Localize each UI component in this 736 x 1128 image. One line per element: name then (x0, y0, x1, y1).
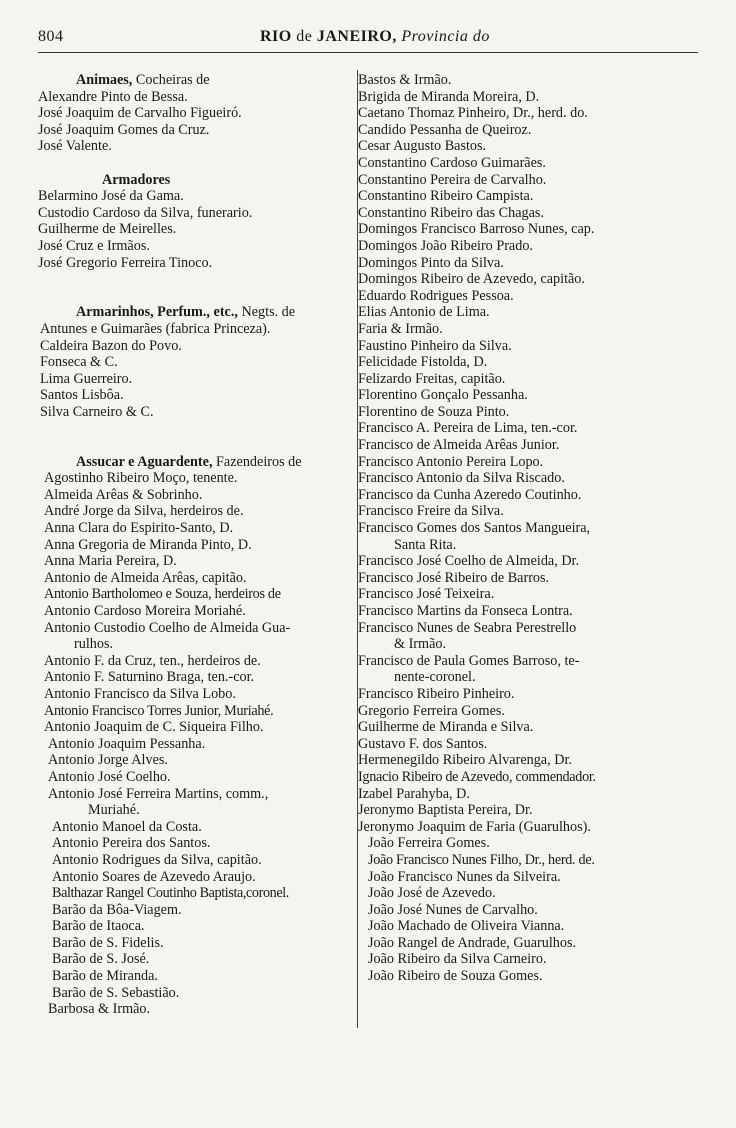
list-item: Gustavo F. dos Santos. (358, 735, 488, 752)
list-item: Gregorio Ferreira Gomes. (358, 702, 505, 719)
list-item: Belarmino José da Gama. (38, 188, 184, 205)
list-item: Caldeira Bazon do Povo. (40, 337, 182, 354)
list-item: Francisco de Almeida Arêas Junior. (358, 437, 560, 454)
heading-tail: Negts. de (241, 304, 296, 321)
list-item-continuation: Muriahé. (88, 802, 140, 819)
spacer (38, 271, 356, 288)
list-item: José Valente. (38, 138, 112, 155)
list-item: Antonio de Almeida Arêas, capitão. (44, 569, 247, 586)
list-item: Antonio Jorge Alves. (48, 752, 168, 769)
list-item: Lima Guerreiro. (40, 370, 133, 387)
list-item: João Ribeiro da Silva Carneiro. (368, 951, 547, 968)
list-item: Francisco Ribeiro Pinheiro. (358, 685, 515, 702)
list-item: Antonio Pereira dos Santos. (52, 835, 211, 852)
list-item: Izabel Parahyba, D. (358, 785, 470, 802)
list-item: José Cruz e Irmãos. (38, 237, 150, 254)
title-rio: RIO (260, 28, 292, 45)
list-item: Anna Maria Pereira, D. (44, 553, 177, 570)
list-item: Jeronymo Joaquim de Faria (Guarulhos). (358, 818, 591, 835)
list-item: Silva Carneiro & C. (40, 403, 154, 420)
list-item: Barão de Itaoca. (52, 918, 145, 935)
list-item: Antonio José Ferreira Martins, comm., (48, 785, 269, 802)
list-item: Felizardo Freitas, capitão. (358, 370, 506, 387)
list-item: Antonio Bartholomeo e Souza, herdeiros de (44, 586, 281, 603)
list-item: Antonio F. da Cruz, ten., herdeiros de. (44, 652, 261, 669)
list-item: Balthazar Rangel Coutinho Baptista,coronel. (52, 885, 289, 902)
list-item: Faria & Irmão. (358, 320, 443, 337)
section-heading-armarinhos (38, 304, 356, 321)
list-item: Faustino Pinheiro da Silva. (358, 337, 512, 354)
list-item: Antonio F. Saturnino Braga, ten.-cor. (44, 669, 255, 686)
left-column (38, 72, 356, 1018)
list-item: Antunes e Guimarães (fabrica Princeza). (40, 320, 271, 337)
list-item: Anna Clara do Espirito-Santo, D. (44, 520, 234, 537)
list-item: Brigida de Miranda Moreira, D. (358, 88, 540, 105)
list-item: Francisco Antonio Pereira Lopo. (358, 453, 544, 470)
list-item: Caetano Thomaz Pinheiro, Dr., herd. do. (358, 105, 588, 122)
spacer (38, 288, 356, 305)
title-de: de (296, 28, 313, 45)
list-item: Antonio José Coelho. (48, 768, 171, 785)
list-item: Francisco José Coelho de Almeida, Dr. (358, 553, 580, 570)
spacer (38, 155, 356, 172)
list-item: Francisco Gomes dos Santos Mangueira, (358, 520, 591, 537)
list-item: João Ferreira Gomes. (368, 835, 490, 852)
page-header (30, 28, 710, 50)
list-item: Francisco da Cunha Azeredo Coutinho. (358, 486, 582, 503)
heading-bold: Armarinhos, Perfum., etc., (76, 304, 238, 321)
list-item: Antonio Custodio Coelho de Almeida Gua- (44, 619, 291, 636)
spacer (38, 437, 356, 454)
list-item: João Francisco Nunes Filho, Dr., herd. de. (368, 851, 595, 868)
page-number: 804 (38, 28, 64, 45)
header-rule (38, 52, 698, 53)
heading-tail: Fazendeiros de (216, 453, 302, 470)
list-item: Anna Gregoria de Miranda Pinto, D. (44, 536, 252, 553)
list-item: Antonio Soares de Azevedo Araujo. (52, 868, 256, 885)
list-item: Domingos Francisco Barroso Nunes, cap. (358, 221, 595, 238)
list-item: Fonseca & C. (40, 354, 118, 371)
section-heading-animaes (38, 72, 356, 89)
list-item: Ignacio Ribeiro de Azevedo, commendador. (358, 768, 596, 785)
spacer (38, 420, 356, 437)
heading-bold: Animaes, (76, 72, 133, 88)
heading-tail: Cocheiras de (135, 72, 210, 88)
list-item: Hermenegildo Ribeiro Alvarenga, Dr. (358, 752, 572, 769)
list-item: Antonio Joaquim Pessanha. (48, 735, 206, 752)
list-item: Guilherme de Miranda e Silva. (358, 719, 534, 736)
list-item: João Machado de Oliveira Vianna. (368, 918, 565, 935)
title-janeiro: JANEIRO, (316, 28, 397, 45)
list-item: Alexandre Pinto de Bessa. (38, 88, 188, 105)
list-item: Santos Lisbôa. (40, 387, 124, 404)
list-item: Florentino Gonçalo Pessanha. (358, 387, 528, 404)
title-provincia: Provincia do (401, 28, 490, 45)
list-item: Barão de S. José. (52, 951, 150, 968)
list-item: Guilherme de Meirelles. (38, 221, 177, 238)
list-item: Elias Antonio de Lima. (358, 304, 490, 321)
list-item: Barbosa & Irmão. (48, 1001, 151, 1018)
list-item: João José Nunes de Carvalho. (368, 901, 538, 918)
list-item: Felicidade Fistolda, D. (358, 354, 488, 371)
list-item-continuation: nente-coronel. (394, 669, 476, 686)
list-item: Almeida Arêas & Sobrinho. (44, 486, 203, 503)
list-item: José Gregorio Ferreira Tinoco. (38, 254, 213, 271)
list-item: Domingos Ribeiro de Azevedo, capitão. (358, 271, 585, 288)
list-item: Antonio Manoel da Costa. (52, 818, 202, 835)
right-column (358, 72, 708, 985)
list-item: Barão de S. Sebastião. (52, 984, 180, 1001)
list-item: Jeronymo Baptista Pereira, Dr. (358, 802, 533, 819)
page-title (260, 28, 490, 46)
list-item-continuation: Santa Rita. (394, 536, 457, 553)
list-item: Candido Pessanha de Queiroz. (358, 121, 532, 138)
list-item: Cesar Augusto Bastos. (358, 138, 487, 155)
heading-bold: Assucar e Aguardente, (76, 453, 213, 470)
list-item: Antonio Joaquim de C. Siqueira Filho. (44, 719, 264, 736)
list-item: Barão de Miranda. (52, 968, 158, 985)
list-item: Francisco Antonio da Silva Riscado. (358, 470, 565, 487)
list-item: Constantino Cardoso Guimarães. (358, 154, 546, 171)
list-item: Francisco A. Pereira de Lima, ten.-cor. (358, 420, 578, 437)
list-item: Constantino Pereira de Carvalho. (358, 171, 547, 188)
list-item: André Jorge da Silva, herdeiros de. (44, 503, 244, 520)
list-item: Antonio Francisco Torres Junior, Muriahé. (44, 702, 274, 719)
list-item: Antonio Francisco da Silva Lobo. (44, 685, 236, 702)
list-item: Francisco Freire da Silva. (358, 503, 504, 520)
list-item: João José de Azevedo. (368, 885, 496, 902)
list-item-continuation: rulhos. (74, 636, 114, 653)
list-item: Francisco José Teixeira. (358, 586, 495, 603)
list-item: Constantino Ribeiro Campista. (358, 188, 534, 205)
list-item: Barão da Bôa-Viagem. (52, 901, 182, 918)
list-item: Domingos João Ribeiro Prado. (358, 237, 533, 254)
list-item: Bastos & Irmão. (358, 72, 452, 88)
list-item: Barão de S. Fidelis. (52, 934, 164, 951)
list-item: João Francisco Nunes da Silveira. (368, 868, 561, 885)
list-item: José Joaquim de Carvalho Figueiró. (38, 105, 242, 122)
list-item: Francisco Nunes de Seabra Perestrello (358, 619, 577, 636)
list-item: Agostinho Ribeiro Moço, tenente. (44, 470, 238, 487)
list-item: José Joaquim Gomes da Cruz. (38, 121, 210, 138)
list-item: Constantino Ribeiro das Chagas. (358, 204, 544, 221)
list-item: Custodio Cardoso da Silva, funerario. (38, 204, 253, 221)
list-item: Francisco de Paula Gomes Barroso, te- (358, 652, 580, 669)
list-item: Francisco Martins da Fonseca Lontra. (358, 603, 573, 619)
list-item: Domingos Pinto da Silva. (358, 254, 504, 271)
list-item-continuation: & Irmão. (394, 636, 447, 653)
section-heading-armadores: Armadores (102, 171, 171, 188)
list-item: Francisco José Ribeiro de Barros. (358, 569, 550, 586)
list-item: Eduardo Rodrigues Pessoa. (358, 287, 514, 304)
list-item: Antonio Cardoso Moreira Moriahé. (44, 603, 246, 619)
section-heading-assucar (38, 454, 356, 471)
list-item: Florentino de Souza Pinto. (358, 403, 510, 420)
list-item: João Ribeiro de Souza Gomes. (368, 968, 543, 985)
list-item: João Rangel de Andrade, Guarulhos. (368, 934, 577, 951)
list-item: Antonio Rodrigues da Silva, capitão. (52, 851, 262, 868)
